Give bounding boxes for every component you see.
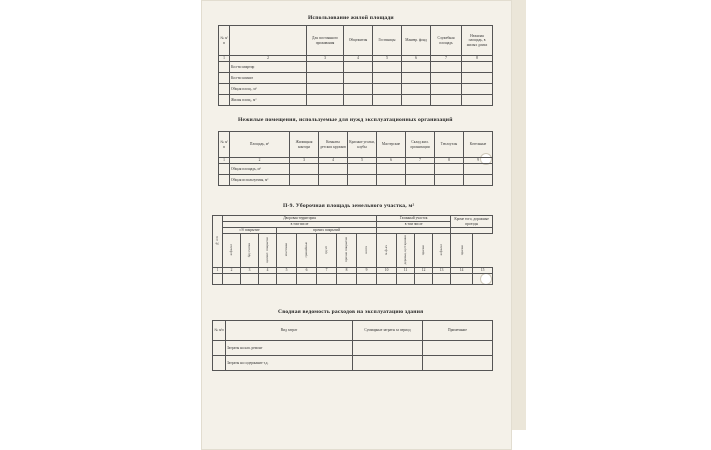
col-header-sum: Суммарные затраты за период (353, 321, 423, 341)
col-header: Склад жил. организации (406, 132, 435, 158)
row-label: Кол-во квартир (230, 62, 307, 73)
vertical-col-header: асфальт (223, 234, 241, 268)
col-header-num: № п/п (213, 216, 223, 268)
col-number: 4 (319, 158, 348, 164)
col-number: 8 (435, 158, 464, 164)
col-number: 7 (317, 268, 337, 274)
vertical-col-header: асфальт (433, 234, 451, 268)
col-header: Котельные (464, 132, 493, 158)
row-label: Общая используемая, м² (230, 175, 290, 186)
subheader-including: в том числе (377, 222, 451, 228)
col-header-type: Вид затрат (226, 321, 353, 341)
row-label: Затраты на содержание т.д. (226, 356, 353, 371)
col-number: 13 (433, 268, 451, 274)
vertical-col-header: прочие (415, 234, 433, 268)
row-label: Общая площ., м² (230, 84, 307, 95)
row-label: Общая площадь, м² (230, 164, 290, 175)
col-number: 4 (344, 56, 373, 62)
col-header-empty (230, 26, 307, 56)
section-title-nonresidential: Нежилые помещения, используемые для нужд эксплуатационных организаций (238, 117, 453, 123)
row-label: Кол-во комнат (230, 73, 307, 84)
col-number: 11 (397, 268, 415, 274)
col-number: 5 (373, 56, 402, 62)
col-header: Маневр. фонд (402, 26, 431, 56)
vertical-col-header: прочие (451, 234, 473, 268)
vertical-col-header: мостовая (277, 234, 297, 268)
col-number: 6 (297, 268, 317, 274)
col-number: 2 (223, 268, 241, 274)
col-header-note: Примечание (423, 321, 493, 341)
vertical-col-header: деревья, кустарники (397, 234, 415, 268)
col-header: Гостиницы (373, 26, 402, 56)
nonresidential-table (218, 131, 493, 186)
subheader-asphalt-cover: с/б покрытие (223, 228, 277, 234)
col-header: Жилищная контора (290, 132, 319, 158)
vertical-col-header: брусчатка (241, 234, 259, 268)
col-header: Красные уголки, клубы (348, 132, 377, 158)
col-header-num: № п/п (213, 321, 226, 341)
col-header: Теплоузлы (435, 132, 464, 158)
col-header: Для постоянного проживания (307, 26, 344, 56)
land-plot-table (212, 215, 493, 285)
group-header-yard: Дворовая территория (223, 216, 377, 222)
col-number: 3 (241, 268, 259, 274)
section-title-land-plot: П-9. Уборочная площадь земельного участка, м² (283, 203, 415, 209)
col-number: 5 (277, 268, 297, 274)
expenses-table (212, 320, 493, 371)
col-number: 7 (431, 56, 462, 62)
col-number: 10 (377, 268, 397, 274)
group-header-lawn: Газонный участок (377, 216, 451, 222)
subheader-other-cover: прочих покрытий (277, 228, 377, 234)
vertical-col-header: м-ф-ах (377, 234, 397, 268)
col-header-area: Площадь, м² (230, 132, 290, 158)
col-number: 3 (307, 56, 344, 62)
col-number: 1 (219, 56, 230, 62)
col-number: 12 (415, 268, 433, 274)
col-number: 2 (230, 158, 290, 164)
row-label: Жилая площ., м² (230, 95, 307, 106)
col-number: 9 (357, 268, 377, 274)
col-header: Общежития (344, 26, 373, 56)
col-header: Служебная площадь (431, 26, 462, 56)
group-header-roads: Кроме того, дорожные проезды (451, 216, 493, 228)
col-number: 3 (290, 158, 319, 164)
col-header: Мастерские (377, 132, 406, 158)
col-number: 15 (473, 268, 493, 274)
row-label: Затраты на кап. ремонт (226, 341, 353, 356)
col-number: 8 (337, 268, 357, 274)
col-number: 8 (462, 56, 493, 62)
section-title-living-space: Использование жилой площади (308, 15, 394, 21)
col-number: 9 (464, 158, 493, 164)
section-title-expenses: Сводная ведомость расходов на эксплуатацию здания (278, 309, 424, 315)
col-number: 1 (213, 268, 223, 274)
sheet-edge-shadow (512, 0, 526, 430)
col-number: 14 (451, 268, 473, 274)
col-number: 2 (230, 56, 307, 62)
vertical-col-header: всего (357, 234, 377, 268)
col-header: Нежилая площадь, в жилых домах (462, 26, 493, 56)
col-number: 1 (219, 158, 230, 164)
col-number: 6 (402, 56, 431, 62)
vertical-col-header: гравийные (297, 234, 317, 268)
col-number: 4 (259, 268, 277, 274)
col-header: Комнаты детских кружков (319, 132, 348, 158)
subheader-including: в том числе (223, 222, 377, 228)
col-number: 7 (406, 158, 435, 164)
living-space-table (218, 25, 493, 106)
vertical-col-header: грунт (317, 234, 337, 268)
col-header-num: № п/п (219, 132, 230, 158)
col-number: 6 (377, 158, 406, 164)
col-header-num: № п/п (219, 26, 230, 56)
vertical-col-header: цемент. покрытие (259, 234, 277, 268)
col-number: 5 (348, 158, 377, 164)
vertical-col-header: прочие покрытия (337, 234, 357, 268)
